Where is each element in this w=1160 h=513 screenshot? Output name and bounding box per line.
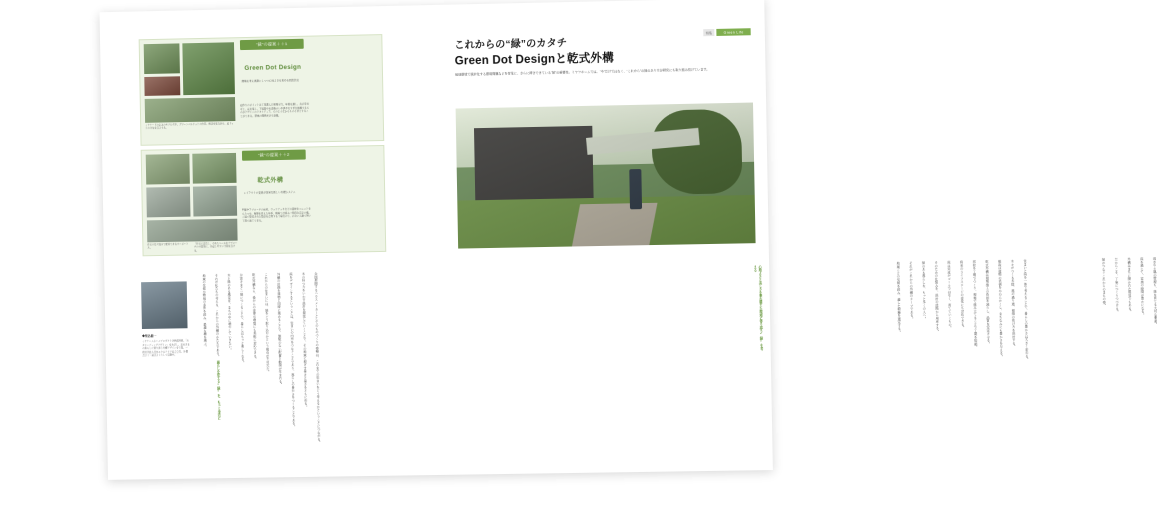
feature-1-photo-c <box>144 76 180 96</box>
feature-2-photo-d <box>193 186 237 217</box>
left-page <box>100 5 439 480</box>
right-page <box>430 0 1158 475</box>
feature-1-caption: 環境を考え真劇にしつつ心地よさを見める回設計法 <box>241 78 299 83</box>
body-column: 全国展開するハウスメーカーとしてのものづくりの姿勢は、これまでの住まいをどう考えるかということにつながる。 <box>313 272 321 445</box>
body-column: 地域ごとの気候を読み、適した樹種を選定する。 <box>895 261 901 334</box>
left-pull-quote: 暮らしを変える“緑”を、もっと身近に <box>215 360 221 420</box>
hero-shading <box>456 103 756 249</box>
body-column: 部材を工場でつくり、現場で組み立てることで工期を短縮。 <box>971 260 978 349</box>
body-column: 外構の計画を建物と同時に進めることで、無駄のない配置と動線が生まれる。 <box>275 272 283 387</box>
body-column: 将来のライフステージの変化にも対応できる。 <box>958 260 965 330</box>
body-column: それが私たちの考える、これからの外構のかたちである。 <box>213 273 220 359</box>
body-column: 乾式外構は現場施工の負担を減らし、品質を安定させる。 <box>984 260 990 346</box>
body-column: お客さまと一緒につくることで、暑らしはもっと楽しくなる。 <box>238 273 245 365</box>
body-column: 住まいと庭を一体で考えることで、暑らしの豊かさは大きく変わる。 <box>1022 259 1029 362</box>
section-tag <box>703 28 750 36</box>
body-column: 庭を通じて、家族の時間が豊かになる。 <box>1139 257 1145 317</box>
feature-2-photo-a <box>146 154 190 185</box>
feature-2-caption: レイアウトの変更が容易な新しい外構システム <box>243 190 296 195</box>
author-portrait <box>141 281 187 329</box>
body-column: 乾式外構なら、後からの変更や増築にも柔軟に対応できる。 <box>251 273 257 361</box>
body-column: これからの住まいには、緑をどう取り込むかという視点が不可欠だ。 <box>263 272 270 374</box>
feature-1-title: Green Dot Design <box>244 63 302 72</box>
feature-2-photo-caption-right: 「住宅に近造し、それたヘースをアプローチの分量割に、外庭しやすい空間を設ける。 <box>193 242 238 253</box>
right-body-columns-outer <box>1098 257 1160 442</box>
body-column: そのための仕組みを、設計の段階から用意する。 <box>933 261 939 334</box>
main-headline: Green Dot Designと乾式外構 <box>454 52 615 68</box>
body-column: 地域の気候や敷地の条件を読み、最適な種を選ぶ。 <box>201 274 207 349</box>
body-column: 庭をデザインするということは、住まいの内外をつなぐことであり、暮らしの豊かさをつくることである。 <box>288 272 296 429</box>
feature-1-ribbon: “緑”の提案＋＋1 <box>240 39 304 50</box>
magazine-spread <box>100 0 1158 480</box>
body-column: 雨水や土壌の管理も、緑を育てる大切な要素。 <box>1151 257 1158 327</box>
lead-paragraph: 地球環境で演対化する環境問題などを背景に、さらに押さできている“緑”の重要性。ミヤワホームでは、“今”だけではなく、“これから”の緑のあり方が研究にも取り組み続けています。 <box>454 67 710 77</box>
feature-2-photo-e <box>147 219 238 243</box>
body-column: 木の持つ力をいかす設計を提案していくことで、その地域に根ざす暑さと暑さをともに作る。 <box>300 272 308 409</box>
feature-2-body: 門扉やアプローチの床材、ウッドデッキなどの部材をコニットをもたつせ、物顔を伴えた年季、現場では組み一般的な設計の後、三場で製造された製品を設置する工場なので、かない人数で短い工期で施工できる。 <box>241 207 312 223</box>
hero-photo <box>456 103 756 249</box>
feature-1-photo-a <box>144 43 180 74</box>
feature-2-photo-b <box>192 153 236 184</box>
feature-2-ribbon: “緑”の提案＋＋2 <box>242 150 306 161</box>
right-pull-quote: 心地よさと美しさを兼ね備えた環境に寄り添う“緑”を考える <box>752 265 764 351</box>
feature-1-body: 庭作りのポイントは工別選んだ植栗分注。年間を通し、各が辛を可じ、花を楽し、下場陪中を過物のいや湛やむすぎな体験するものがデザインのドキイディア。そのようなからものそぎとすることができる。肥城の環境度がも進展。 <box>240 102 310 118</box>
section-tag-label: Green Life <box>716 28 750 36</box>
right-body-columns-inner <box>892 259 1029 445</box>
body-column: 植栽は建物の表情をやわらかくし、まちなみにも豊かさを与える。 <box>997 259 1003 359</box>
author-bio: ミヤケームホームプロダクト企画部所属。「スタリーディングデザイン」をめざし、お客さまの暮らしに寄り添う外構デザインを実践。一般社団法人日本エクステリア協会会員、外構設計士・庭設計士として活動中。 <box>142 340 190 358</box>
feature-1-photo-caption: ミヤケードの家みのモデル考中。グリーンパルドットの位置、植栽を見ながら、庭ドットの分布を設計する。 <box>145 123 234 131</box>
sub-headline: これからの“緑”のカタチ <box>454 38 568 52</box>
body-column: それがこれからの外構のテーマである。 <box>908 261 914 321</box>
body-column: 緑がつなぐこれからのまちの姿。 <box>1100 258 1106 308</box>
body-column: 木と緑のある風景を、まちの中に増やしていきたい。 <box>226 273 232 352</box>
section-tag-number: 特集 <box>703 29 714 36</box>
author-name: ◆柴込健一 <box>142 333 157 338</box>
body-column: 緑のある暮らしを、もっと多くの人へ。 <box>920 261 927 321</box>
body-column: 木々がつくる木陰、風の通り道、視線の抜け方を設計する。 <box>1009 259 1016 349</box>
body-column: 外構はまちに開かれた風景でもある。 <box>1126 257 1132 314</box>
feature-2-photo-caption-left: 住宅の第２段分で配置できるカーポートス。 <box>147 243 189 250</box>
body-column: だからこそ、丁寧につくりつづける。 <box>1113 257 1119 314</box>
feature-2-photo-c <box>146 187 190 218</box>
feature-2-title: 乾式外構 <box>257 176 284 185</box>
feature-1-photo-d <box>145 97 236 123</box>
feature-1-photo-b <box>182 42 235 95</box>
body-column: 庭は完成がゴールではなく、育てていくもの。 <box>946 260 952 330</box>
